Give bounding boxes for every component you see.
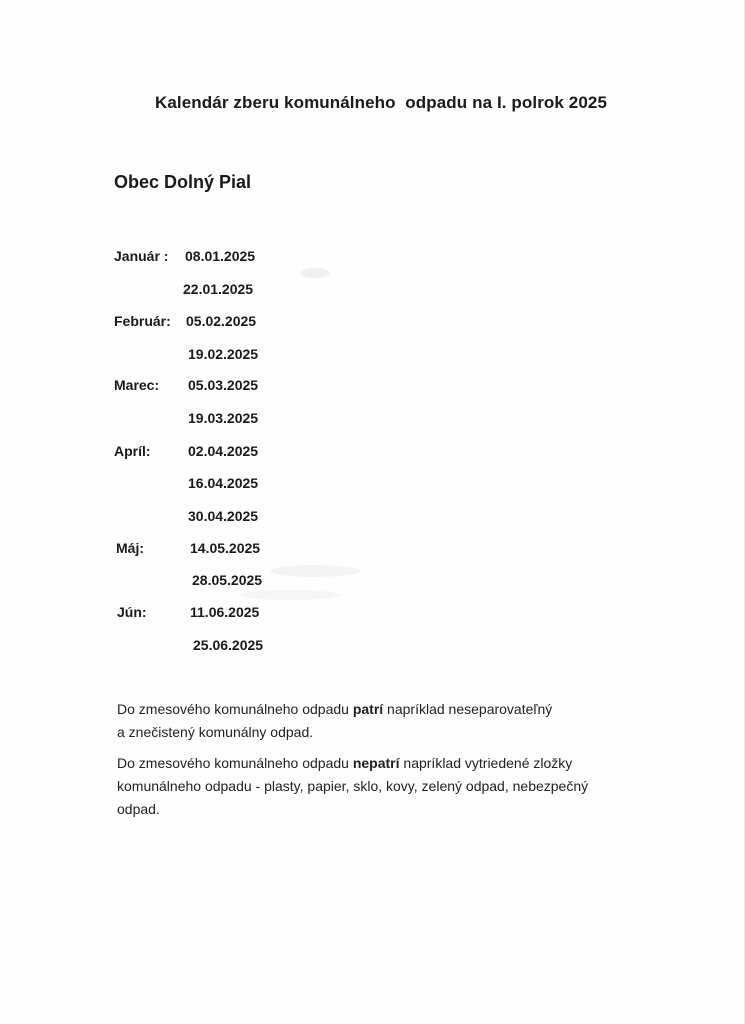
date-item: 14.05.2025 [190,540,261,556]
note-belongs-text: napríklad neseparovateľný [383,701,553,717]
note-belongs [117,698,677,744]
date-item: 19.03.2025 [188,410,259,426]
date-item: 05.02.2025 [186,313,257,329]
note-not-belongs-line: komunálneho odpadu - plasty, papier, sklo, kovy, zelený odpad, nebezpečný [117,778,589,794]
date-item: 30.04.2025 [188,508,259,524]
date-item: 08.01.2025 [185,248,256,264]
scan-smudge [300,268,330,278]
month-label-february: Február: [114,313,171,329]
note-not-belongs-text: napríklad vytriedené zložky [399,755,573,771]
date-item: 02.04.2025 [188,443,259,459]
note-not-belongs-line: odpad. [117,801,160,817]
month-label-may: Máj: [116,540,144,556]
date-item: 11.06.2025 [190,604,260,620]
date-item: 25.06.2025 [193,637,264,653]
note-not-belongs [117,752,677,821]
note-belongs-text: Do zmesového komunálneho odpadu [117,701,353,717]
note-not-belongs-keyword: nepatrí [352,755,400,771]
month-label-january: Január : [114,248,169,264]
month-label-june: Jún: [117,604,147,620]
month-label-march: Marec: [114,377,160,393]
month-label-april: Apríl: [114,443,151,459]
municipality-heading: Obec Dolný Pial [114,172,252,192]
note-not-belongs-text: Do zmesového komunálneho odpadu [117,755,353,771]
date-item: 19.02.2025 [188,346,259,362]
date-item: 05.03.2025 [188,377,259,393]
date-item: 16.04.2025 [188,475,259,491]
scan-smudge [270,565,360,577]
scan-smudge [240,590,340,600]
date-item: 22.01.2025 [183,281,254,297]
page-title: Kalendár zberu komunálneho odpadu na I. polrok 2025 [155,93,608,112]
date-item: 28.05.2025 [192,572,263,588]
note-belongs-line: a znečistený komunálny odpad. [117,724,314,740]
note-belongs-keyword: patrí [352,701,384,717]
